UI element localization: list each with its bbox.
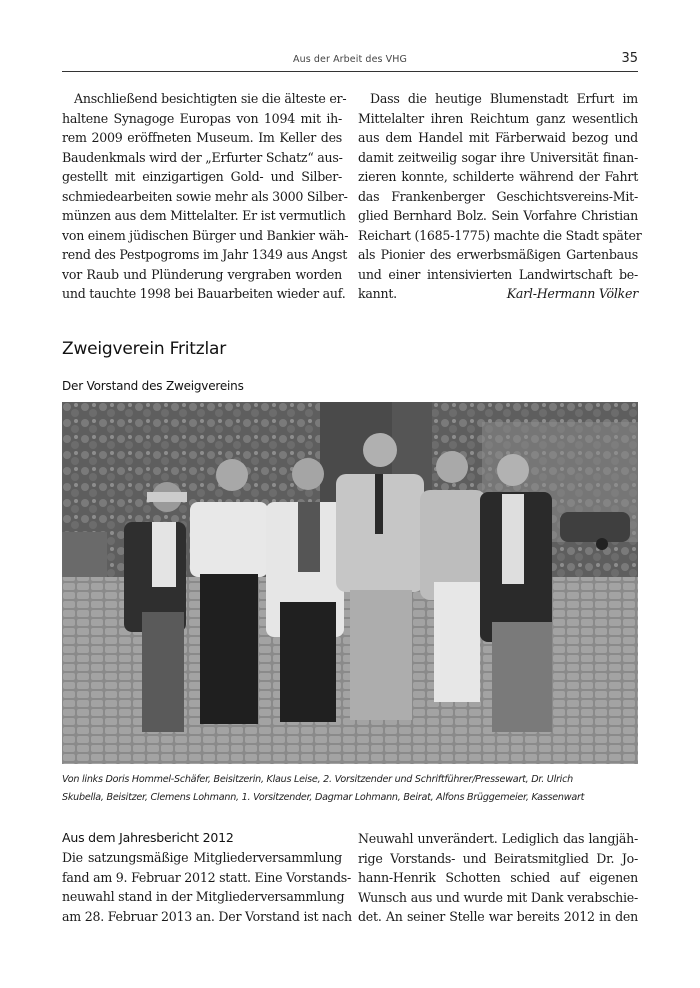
text-line: das Frankenberger Geschichtsvereins-Mit- bbox=[358, 188, 638, 204]
text-line: rige Vorstands- und Beiratsmitglied Dr. Jo- bbox=[358, 850, 638, 866]
photo-caption bbox=[62, 771, 642, 807]
photo-image bbox=[62, 402, 638, 764]
text-line: Mittelalter ihren Reichtum ganz wesentlich bbox=[358, 110, 638, 126]
text-line: Neuwahl unverändert. Lediglich das langjäh- bbox=[358, 831, 638, 846]
section-heading: Zweigverein Fritzlar bbox=[62, 339, 226, 359]
text-line: schmiedearbeiten sowie mehr als 3000 Silber- bbox=[62, 188, 348, 204]
photo-heading: Der Vorstand des Zweigvereins bbox=[62, 379, 244, 393]
text-line: rem 2009 eröffneten Museum. Im Keller des bbox=[62, 130, 342, 145]
text-line: Dass die heutige Blumenstadt Erfurt im bbox=[370, 91, 638, 106]
text-line: Wunsch aus und wurde mit Dank verabschie- bbox=[358, 889, 638, 905]
author-signature: Karl-Hermann Völker bbox=[506, 286, 638, 301]
text-line: neuwahl stand in der Mitgliederversammlung bbox=[62, 889, 345, 904]
page-number: 35 bbox=[621, 51, 638, 66]
caption-line: Skubella, Beisitzer, Clemens Lohmann, 1. Vorsitzender, Dagmar Lohmann, Beirat, Alfons Brüggemeier, Kassenwart bbox=[62, 792, 585, 803]
text-line: von einem jüdischen Bürger und Bankier wäh- bbox=[62, 227, 349, 243]
text-line: als Pionier des erwerbsmäßigen Gartenbaus bbox=[358, 247, 638, 262]
text-line: zieren konnte, schilderte während der Fahrt bbox=[358, 169, 638, 184]
text-line: aus dem Handel mit Färberwaid bezog und bbox=[358, 130, 638, 145]
header-rule bbox=[62, 71, 638, 72]
group-photo bbox=[62, 402, 638, 764]
text-line: und einer intensivierten Landwirtschaft be- bbox=[358, 266, 638, 282]
text-line: gestellt mit einzigartigen Gold- und Silber- bbox=[62, 169, 342, 184]
text-line: und tauchte 1998 bei Bauarbeiten wieder auf. bbox=[62, 286, 346, 301]
text-line: haltene Synagoge Europas von 1094 mit ih- bbox=[62, 110, 342, 126]
running-title: Aus der Arbeit des VHG bbox=[292, 54, 407, 65]
text-line: hann-Henrik Schotten schied auf eigenen bbox=[358, 870, 638, 885]
text-line: fand am 9. Februar 2012 statt. Eine Vorstands- bbox=[62, 869, 352, 885]
text-line: Die satzungsmäßige Mitgliederversammlung bbox=[62, 850, 342, 865]
subheading: Aus dem Jahresbericht 2012 bbox=[62, 830, 234, 845]
bottom-left-column bbox=[62, 848, 352, 926]
top-left-column bbox=[62, 89, 349, 304]
text-line: rend des Pestpogroms im Jahr 1349 aus Angst bbox=[62, 247, 348, 262]
text-line: am 28. Februar 2013 an. Der Vorstand ist nach bbox=[62, 908, 352, 924]
text-line: det. An seiner Stelle war bereits 2012 in den bbox=[358, 909, 638, 924]
running-header bbox=[62, 52, 638, 70]
text-line: kannt. bbox=[358, 286, 397, 301]
text-line: Reichart (1685-1775) machte die Stadt später bbox=[358, 227, 642, 243]
caption-line: Von links Doris Hommel-Schäfer, Beisitzerin, Klaus Leise, 2. Vorsitzender und Schriftführer/Pressewart, Dr. Ulrich bbox=[62, 774, 573, 785]
signature-line bbox=[358, 284, 638, 304]
text-line: Anschließend besichtigten sie die älteste er- bbox=[74, 91, 347, 106]
top-right-column bbox=[358, 89, 642, 304]
text-line: damit zeitweilig sogar ihre Universität finan- bbox=[358, 149, 638, 165]
text-line: glied Bernhard Bolz. Sein Vorfahre Christian bbox=[358, 208, 638, 223]
text-line: vor Raub und Plünderung vergraben worden bbox=[62, 266, 342, 282]
bottom-right-column bbox=[358, 829, 638, 927]
text-line: Baudenkmals wird der „Erfurter Schatz“ aus- bbox=[62, 149, 343, 165]
text-line: münzen aus dem Mittelalter. Er ist vermutlich bbox=[62, 208, 346, 223]
